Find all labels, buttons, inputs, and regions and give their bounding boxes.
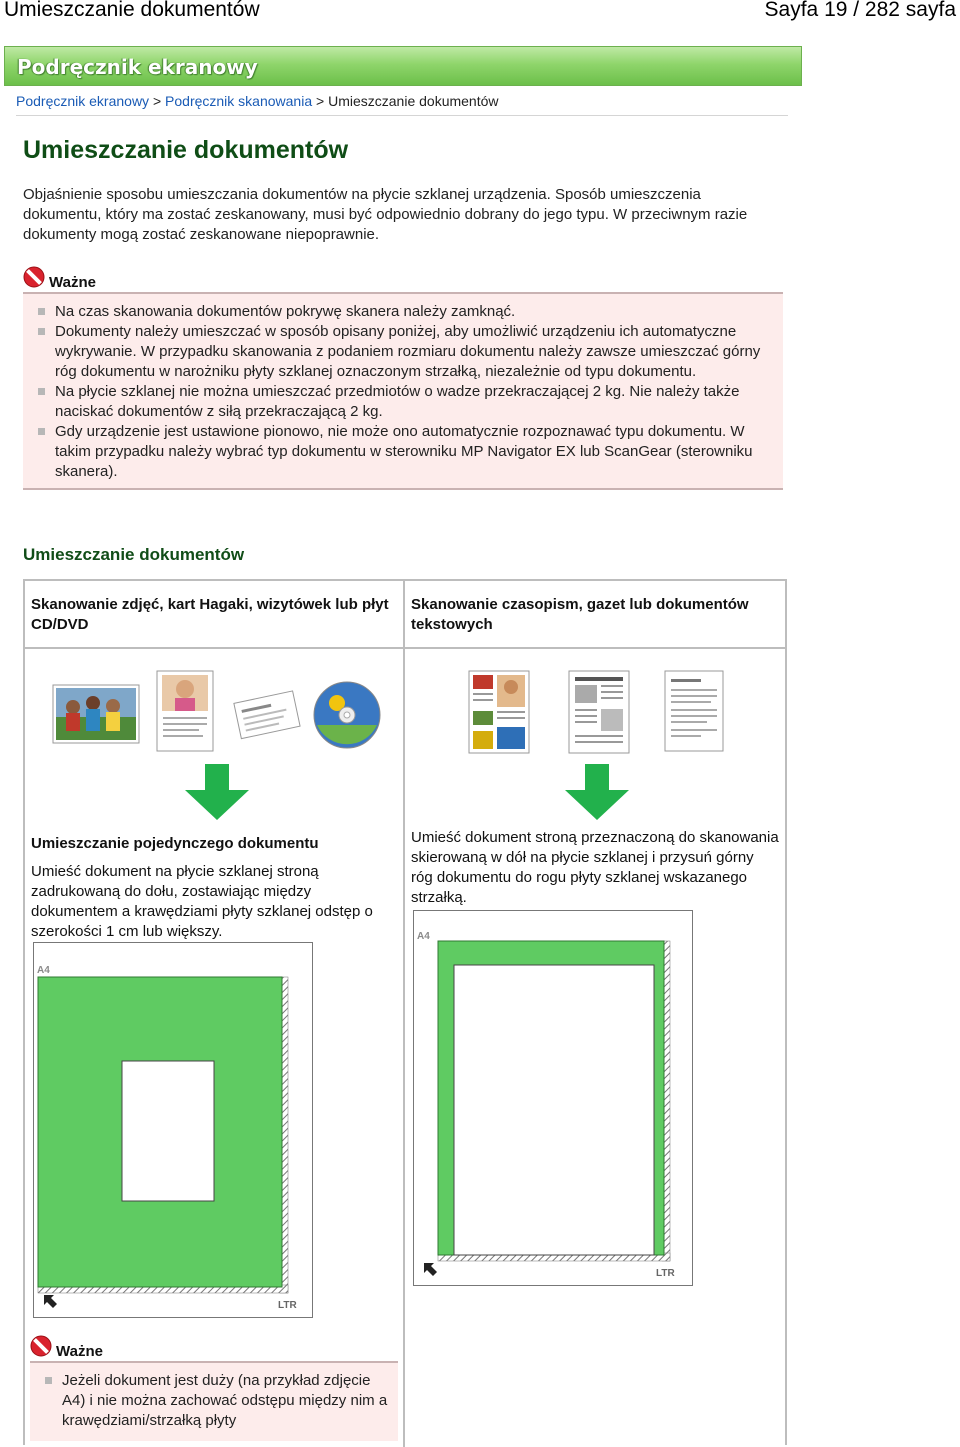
important-label: Ważne (56, 1343, 103, 1360)
newspaper-thumbnail (569, 671, 629, 753)
list-item (31, 302, 773, 322)
cd-thumbnail (314, 682, 380, 748)
corner-arrow-icon (424, 1263, 438, 1277)
list-item-text: Na czas skanowania dokumentów pokrywę skanera należy zamknąć. (55, 303, 516, 320)
text-document-thumbnail (665, 671, 723, 751)
glass-area-diagram (414, 911, 692, 1285)
ltr-mark: LTR (656, 1268, 675, 1279)
column-header-documents: Skanowanie czasopism, gazet lub dokumentów tekstowych (411, 596, 749, 633)
prohibited-icon (30, 1335, 52, 1357)
magazine-thumbnail (469, 671, 529, 753)
important-note (30, 1335, 398, 1441)
section-title: Umieszczanie dokumentów (23, 545, 245, 564)
corner-arrow-icon (44, 1295, 58, 1309)
list-item (31, 322, 773, 382)
important-note (23, 266, 783, 490)
list-item-text: Na płycie szklanej nie można umieszczać przedmiotów o wadze przekraczającej 2 kg. Nie należy także naciskać dokumentów z siłą przekraczającą 2 kg. (55, 383, 740, 420)
bullet-icon (45, 1377, 52, 1384)
scanner-glass-illustration (413, 910, 693, 1286)
bullet-icon (38, 388, 45, 395)
important-list (38, 1371, 390, 1431)
list-item (31, 422, 773, 482)
placement-table (23, 579, 787, 1445)
banner-title: Podręcznik ekranowy (17, 55, 258, 79)
list-item-text: Dokumenty należy umieszczać w sposób opisany poniżej, aby umożliwić urządzeniu ich automatyczne wykrywanie. W przypadku skanowania z podaniem rozmiaru dokumentu należy zawsze umieszczać górny róg dokumentu w narożniku płyty szklanej oznaczonym strzałką, niezależnie od typu dokumentu. (55, 323, 761, 380)
bullet-icon (38, 428, 45, 435)
breadcrumb-current: Umieszczanie dokumentów (328, 93, 499, 109)
scanner-glass-illustration (33, 942, 313, 1318)
breadcrumb-link-scanning[interactable]: Podręcznik skanowania (165, 93, 313, 109)
table-divider (25, 647, 785, 649)
breadcrumb-link-manual[interactable]: Podręcznik ekranowy (16, 93, 150, 109)
important-label: Ważne (49, 274, 96, 291)
down-arrow-icon (185, 764, 249, 820)
postcard-thumbnail (157, 671, 213, 751)
glass-area-diagram (34, 943, 312, 1317)
photo-thumbnail (53, 685, 139, 743)
photo-media-illustration (51, 669, 391, 755)
column-header-photos: Skanowanie zdjęć, kart Hagaki, wizytówek lub płyt CD/DVD (31, 596, 389, 633)
manual-banner (4, 46, 802, 86)
intro-paragraph: Objaśnienie sposobu umieszczania dokumentów na płycie szklanej urządzenia. Sposób umieszczenia dokumentu, który ma zostać zeskanowany, musi być odpowiednio dobrany do jego typu. W przeciwnym razie dokumenty mogą zostać zeskanowane niepoprawnie. (23, 186, 748, 243)
breadcrumb-separator: > (149, 93, 166, 109)
important-box (23, 292, 783, 490)
document-header (0, 0, 960, 30)
a4-mark: A4 (37, 965, 50, 976)
table-divider (403, 581, 405, 1447)
breadcrumb-separator: > (312, 93, 329, 109)
list-item-text: Gdy urządzenie jest ustawione pionowo, nie może ono automatycznie rozpoznawać typu dokumentu. W takim przypadku należy wybrać typ dokumentu w sterowniku MP Navigator EX lub ScanGear (sterowniku skanera). (55, 423, 753, 480)
list-item (38, 1371, 390, 1431)
single-document-text: Umieść dokument na płycie szklanej stroną zadrukowaną do dołu, zostawiając między dokumentem a krawędziami płyty szklanej odstęp o szerokości 1 cm lub większy. (31, 863, 373, 940)
single-document-title: Umieszczanie pojedynczego dokumentu (31, 835, 319, 852)
important-header (23, 266, 783, 290)
document-title: Umieszczanie dokumentów (4, 0, 260, 21)
multi-document-text: Umieść dokument stroną przeznaczoną do skanowania skierowaną w dół na płycie szklanej i przysuń górny róg dokumentu do rogu płyty szklanej wskazanego strzałką. (411, 829, 779, 906)
ltr-mark: LTR (278, 1300, 297, 1311)
page-indicator: Sayfa 19 / 282 sayfa (764, 0, 956, 21)
business-card-thumbnail (234, 691, 300, 739)
breadcrumb (16, 93, 499, 109)
page-title: Umieszczanie dokumentów (23, 136, 349, 164)
down-arrow-icon (565, 764, 629, 820)
important-list (31, 302, 773, 482)
document-media-illustration (465, 669, 765, 755)
bullet-icon (38, 328, 45, 335)
a4-mark: A4 (417, 931, 430, 942)
prohibited-icon (23, 266, 45, 288)
list-item (31, 382, 773, 422)
bullet-icon (38, 308, 45, 315)
important-header (30, 1335, 398, 1359)
divider (16, 115, 788, 116)
list-item-text: Jeżeli dokument jest duży (na przykład zdjęcie A4) i nie można zachować odstępu między nim a krawędziami/strzałką płyty (62, 1372, 388, 1429)
important-box (30, 1361, 398, 1441)
